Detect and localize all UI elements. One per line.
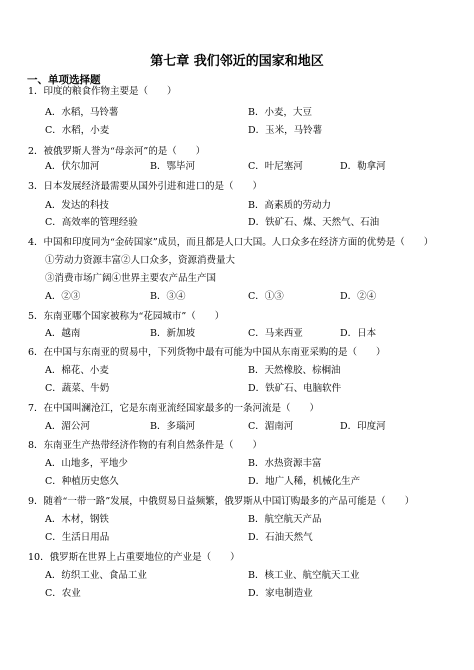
- question-1-option-b: B．小麦，大豆: [248, 107, 312, 118]
- question-10-option-d: D．家电制造业: [248, 588, 313, 599]
- question-8-option-a: A．山地多，平地少: [45, 458, 128, 469]
- question-5-option-d: D．日本: [340, 328, 377, 339]
- question-1-option-d: D．玉米，马铃薯: [248, 125, 323, 136]
- question-4-option-c: C．①③: [248, 291, 284, 302]
- question-4-statement-1: ①劳动力资源丰富②人口众多，资源消费量大: [45, 255, 236, 266]
- question-3-option-a: A．发达的科技: [45, 200, 109, 211]
- question-1-option-c: C．水稻，小麦: [45, 125, 110, 136]
- question-5-option-a: A．越南: [45, 328, 81, 339]
- question-8-stem: 8．东南亚生产热带经济作物的有利自然条件是（ ）: [28, 440, 263, 451]
- question-6-option-c: C．蔬菜、牛奶: [45, 383, 110, 394]
- question-3-option-b: B．高素质的劳动力: [248, 200, 331, 211]
- section-heading: 一、单项选择题: [27, 74, 101, 86]
- question-4-option-d: D．②④: [340, 291, 377, 302]
- question-6-option-a: A．棉花、小麦: [45, 365, 109, 376]
- question-8-option-c: C．种植历史悠久: [45, 476, 119, 487]
- question-5-option-c: C．马来西亚: [248, 328, 303, 339]
- question-7-option-b: B．多瑙河: [150, 421, 195, 432]
- question-7-option-a: A．湄公河: [45, 421, 90, 432]
- question-4-statement-2: ③消费市场广阔④世界主要农产品生产国: [45, 273, 217, 284]
- question-9-option-a: A．木材，钢铁: [45, 514, 109, 525]
- question-2-stem: 2．被俄罗斯人誉为“母亲河”的是（ ）: [28, 146, 206, 157]
- question-7-option-c: C．湄南河: [248, 421, 294, 432]
- question-7-option-d: D．印度河: [340, 421, 386, 432]
- question-5-option-b: B．新加坡: [150, 328, 195, 339]
- question-9-option-d: D．石油天然气: [248, 532, 313, 543]
- question-3-option-c: C．高效率的管理经验: [45, 217, 138, 228]
- question-8-option-b: B．水热资源丰富: [248, 458, 322, 469]
- question-5-stem: 5．东南亚哪个国家被称为“花园城市”（ ）: [28, 311, 225, 322]
- question-3-option-d: D．铁矿石、煤、天然气、石油: [248, 217, 380, 228]
- question-3-stem: 3．日本发展经济最需要从国外引进和进口的是（ ）: [28, 181, 263, 192]
- question-6-option-d: D．铁矿石、电脑软件: [248, 383, 342, 394]
- question-10-stem: 10．俄罗斯在世界上占重要地位的产业是（ ）: [28, 552, 240, 563]
- question-2-option-d: D．勒拿河: [340, 161, 386, 172]
- question-4-option-b: B．③④: [150, 291, 186, 302]
- question-2-option-c: C．叶尼塞河: [248, 161, 303, 172]
- question-6-stem: 6．在中国与东南亚的贸易中，下列货物中最有可能为中国从东南亚采购的是（ ）: [28, 347, 386, 358]
- question-9-option-c: C．生活日用品: [45, 532, 110, 543]
- question-10-option-a: A．纺织工业、食品工业: [45, 570, 147, 581]
- question-10-option-b: B．核工业、航空航天工业: [248, 570, 360, 581]
- question-1-option-a: A．水稻，马铃薯: [45, 107, 119, 118]
- question-1-stem: 1．印度的粮食作物主要是（ ）: [28, 86, 177, 97]
- question-9-stem: 9．随着“一带一路”发展，中俄贸易日益频繁，俄罗斯从中国订购最多的产品可能是（ ）: [28, 496, 415, 507]
- question-9-option-b: B．航空航天产品: [248, 514, 322, 525]
- question-2-option-b: B．鄂毕河: [150, 161, 195, 172]
- question-8-option-d: D．地广人稀，机械化生产: [248, 476, 361, 487]
- question-4-stem: 4．中国和印度同为“金砖国家”成员，而且都是人口大国。人口众多在经济方面的优势是（ ）: [28, 237, 434, 248]
- question-10-option-c: C．农业: [45, 588, 81, 599]
- question-4-option-a: A．②③: [45, 291, 81, 302]
- question-7-stem: 7．在中国叫澜沧江，它是东南亚流经国家最多的一条河流是（ ）: [28, 403, 320, 414]
- chapter-title: 第七章 我们邻近的国家和地区: [150, 54, 324, 69]
- question-6-option-b: B．天然橡胶、棕榈油: [248, 365, 341, 376]
- question-2-option-a: A．伏尔加河: [45, 161, 100, 172]
